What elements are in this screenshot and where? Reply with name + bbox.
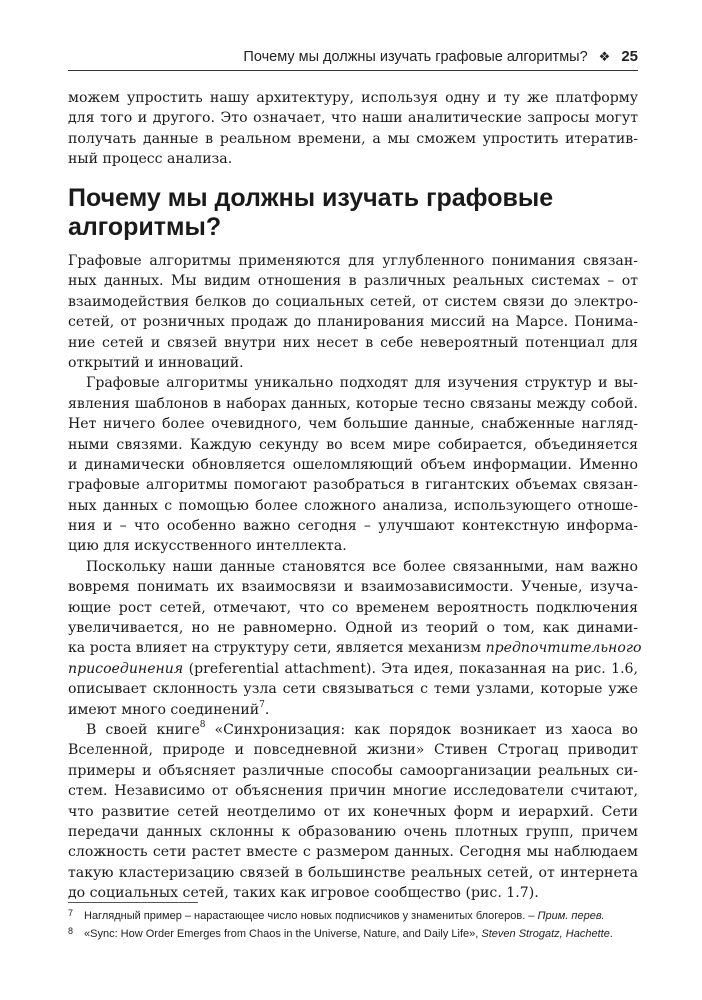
text-line: вовремя понимать их взаимосвязи и взаимозависимости. Ученые, изуча- (68, 579, 638, 596)
text-line: описывает склонность узла сети связываться с теми узлами, которые уже (68, 681, 638, 698)
section-body (68, 251, 642, 904)
text-line: Графовые алгоритмы уникально подходят для изучения структур и вы- (86, 375, 638, 392)
text-line: сложность сети растет вместе с размером данных. Сегодня мы наблюдаем (68, 844, 638, 861)
text-line: Поскольку наши данные становятся все более связанными, нам важно (86, 558, 638, 575)
footnote-mark: 8 (68, 926, 74, 936)
text-line: сетей, от розничных продаж до планирования миссий на Марсе. Понима- (68, 314, 638, 331)
section-heading (68, 184, 638, 242)
text-run: (preferential attachment). Эта идея, показанная на рис. 1.6, (183, 660, 638, 677)
text-line (68, 659, 638, 679)
footnotes (68, 907, 640, 943)
running-head-title: Почему мы должны изучать графовые алгоритмы? (243, 49, 588, 65)
text-run: ка роста влияет на структуру сети, является механизм (68, 640, 486, 657)
text-line: ный процесс анализа. (68, 151, 233, 168)
text-run: . (609, 928, 613, 940)
text-run: . (264, 701, 270, 718)
footnote-mark: 7 (68, 908, 74, 918)
text-line: явления шаблонов в наборах данных, которые тесно связаны между собой. (68, 395, 638, 412)
text-run: Наглядный пример – нарастающее число новых подписчиков у знаменитых блогеров. – (84, 910, 538, 922)
heading-line: Почему мы должны изучать графовые (68, 184, 554, 212)
text-line: ния и – что особенно важно сегодня – улучшают контекстную информа- (68, 518, 638, 535)
text-run: «Sync: How Order Emerges from Chaos in the Universe, Nature, and Daily Life», (84, 928, 482, 940)
italic-citation: Steven Strogatz, Hachette (481, 928, 610, 940)
paragraph-4 (68, 720, 638, 904)
paragraph-1 (68, 251, 638, 373)
text-run: имеют много соединений (68, 701, 260, 718)
page-number: 25 (621, 48, 638, 65)
running-head (68, 48, 638, 65)
footnote-7 (68, 907, 640, 925)
footnote-rule (68, 902, 198, 903)
text-line (68, 638, 642, 658)
text-line: ных данных с помощью более сложного анализа, использующего отноше- (68, 497, 638, 514)
text-line: можем упростить нашу архитектуру, используя одну и ту же платформу (68, 90, 638, 106)
italic-term: присоединения (68, 660, 184, 677)
text-line: передачи данных склонны к образованию очень плотных групп, причем (68, 823, 638, 840)
intro-paragraph (68, 88, 638, 170)
text-run: В своей книге (86, 721, 200, 738)
heading-line: алгоритмы? (68, 213, 222, 241)
text-line: увеличивается, но не равномерно. Одной из теорий о том, как динами- (68, 620, 638, 637)
footnote-8 (68, 925, 640, 943)
ornament-icon: ❖ (598, 49, 611, 64)
text-line: открытий и инноваций. (68, 354, 244, 371)
footnote-ref-7[interactable]: 7 (259, 699, 265, 710)
text-line: графовые алгоритмы помогают разобраться в гигантских объемах связан- (68, 477, 638, 494)
footnote-text (84, 925, 640, 943)
italic-term: предпочтительного (485, 640, 642, 657)
text-line: до социальных сетей, таких как игровое сообщество (рис. 1.7). (68, 885, 539, 902)
footnote-text (84, 907, 640, 925)
text-line: цию для искусственного интеллекта. (68, 538, 347, 555)
text-line: взаимодействия белков до социальных сетей, от систем связи до электро- (68, 293, 638, 310)
text-line: и динамически обновляется ошеломляющий объем информации. Именно (68, 456, 638, 473)
paragraph-2 (68, 373, 638, 557)
text-line: стем. Независимо от объяснения причин многие исследователи считают, (68, 783, 638, 800)
footnote-ref-8[interactable]: 8 (199, 720, 206, 731)
text-line: ющие рост сетей, отмечают, что со временем вероятность подключения (68, 599, 638, 616)
italic-note: Прим. перев. (537, 910, 605, 922)
text-line (68, 700, 638, 720)
text-line: для того и другого. Это означает, что наши аналитические запросы могут (68, 110, 638, 127)
text-line: Нет ничего более очевидного, чем большие данные, снабженные нагляд- (68, 416, 638, 433)
header-rule (68, 70, 638, 71)
paragraph-3 (68, 557, 642, 720)
text-line: ными связями. Каждую секунду во всем мире собирается, объединяется (68, 436, 638, 453)
text-line: такую кластеризацию связей в большинстве реальных сетей, от интернета (68, 864, 638, 881)
text-line: Вселенной, природе и повседневной жизни» Стивен Строгац приводит (68, 742, 638, 759)
text-line: примеры и объясняет различные способы самоорганизации реальных си- (68, 762, 638, 779)
text-line: получать данные в реальном времени, а мы сможем упростить итератив- (68, 130, 638, 147)
text-line: ных данных. Мы видим отношения в различных реальных системах – от (68, 273, 638, 290)
text-line: что развитие сетей неотделимо от их конечных форм и иерархий. Сети (68, 803, 638, 820)
text-line: Графовые алгоритмы применяются для углубленного понимания связан- (68, 253, 638, 269)
text-line (68, 720, 638, 740)
text-run: «Синхронизация: как порядок возникает из хаоса во (205, 721, 639, 738)
text-line: ние сетей и связей внутри них несет в себе невероятный потенциал для (68, 334, 638, 351)
